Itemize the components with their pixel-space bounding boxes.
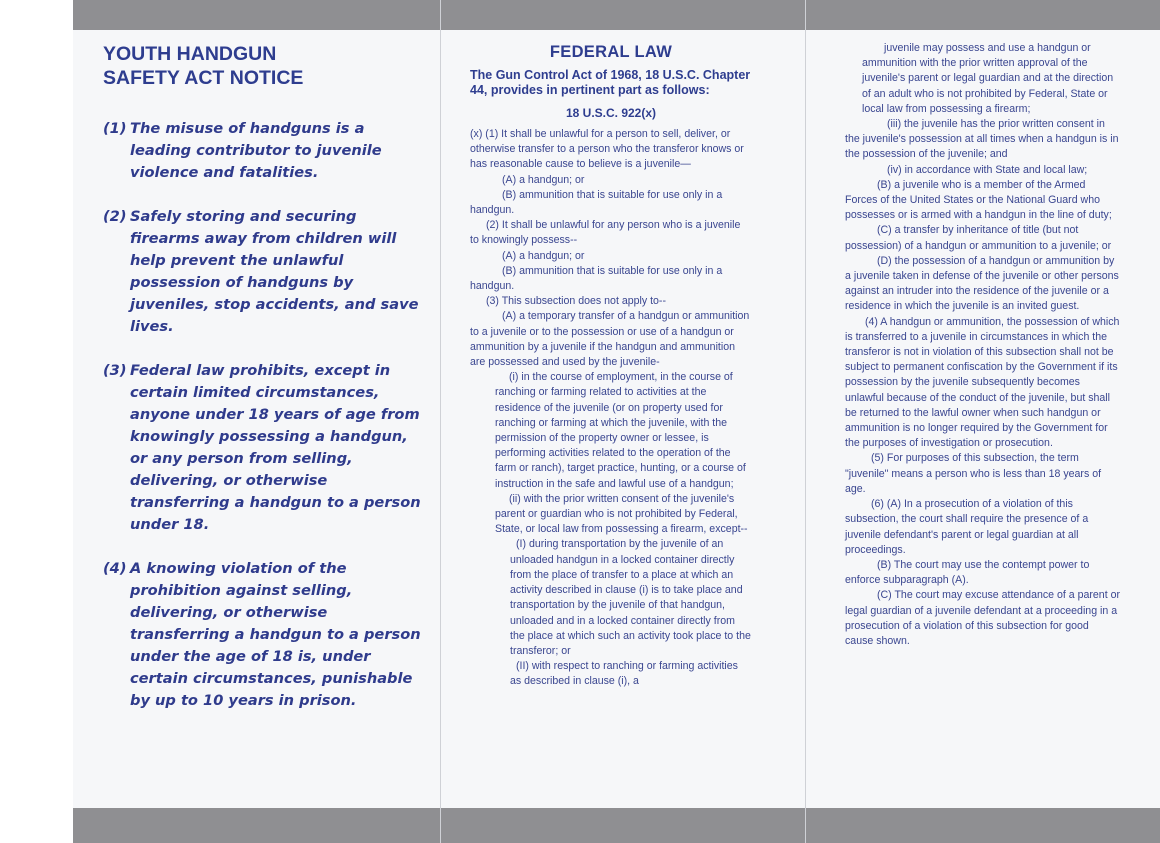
law-paragraph: (2) It shall be unlawful for any person who is a juvenile to knowingly possess-- — [470, 219, 741, 247]
fold-line-left — [440, 0, 441, 843]
law-paragraph: (iii) the juvenile has the prior written consent in the juvenile's possession at all times when a handgun is in the possession of the juvenile; and — [845, 118, 1119, 161]
law-paragraph: (6) (A) In a prosecution of a violation of this subsection, the court shall require the presence of a juvenile defendant's parent or legal guardian at all proceedings. — [845, 498, 1089, 556]
statute-citation: 18 U.S.C. 922(x) — [565, 106, 657, 120]
notice-title-line-2: SAFETY ACT NOTICE — [103, 67, 304, 89]
notice-item-text: Safely storing and securing firearms away from children will help prevent the unlawful possession of handguns by juveniles, stop accidents, and save lives. — [130, 208, 419, 335]
law-paragraph: (3) This subsection does not apply to-- — [486, 295, 666, 308]
law-paragraph: (A) a temporary transfer of a handgun or ammunition to a juvenile or to the possession or use of a handgun or ammunition by a juvenile if the handgun and ammunition are possessed and used by the juvenile- — [470, 310, 750, 369]
law-paragraph: (A) a handgun; or — [502, 173, 585, 186]
notice-title-line-1: YOUTH HANDGUN — [103, 43, 277, 65]
law-paragraph: juvenile may possess and use a handgun or ammunition with the prior written approval of the juvenile's parent or legal guardian and at the direction of an adult who is not prohibited by Federal, State or local law from possessing a firearm; — [862, 42, 1114, 115]
notice-title — [103, 42, 423, 90]
statute-text-continued — [845, 41, 1120, 649]
notice-item-number: (4) — [103, 560, 127, 577]
notice-item-number: (1) — [103, 120, 127, 137]
law-paragraph: (x) (1) It shall be unlawful for a person to sell, deliver, or otherwise transfer to a person who the transferor knows or has reasonable cause to believe is a juvenile— — [470, 128, 744, 171]
law-paragraph: (C) The court may excuse attendance of a parent or legal guardian of a juvenile defendant at a proceeding in a prosecution of a violation of this subsection for good cause shown. — [845, 589, 1120, 647]
fold-line-right — [805, 0, 806, 843]
statute-text — [470, 127, 752, 690]
notice-item-number: (2) — [103, 208, 127, 225]
law-paragraph: (i) in the course of employment, in the course of ranching or farming related to activities at the residence of the juvenile (or on property used for ranching or farming at which the juvenile, with the permission of the property owner or lessee, is performing activities related to the operation of the farm or ranch), target practice, hunting, or a course of instruction in the safe and lawful use of a handgun; — [495, 371, 746, 490]
notice-item — [103, 558, 423, 712]
law-paragraph: (II) with respect to ranching or farming activities as described in clause (i), a — [510, 660, 738, 688]
notice-item-text: The misuse of handguns is a leading contributor to juvenile violence and fatalities. — [130, 120, 382, 181]
law-paragraph: (4) A handgun or ammunition, the possession of which is transferred to a juvenile in circumstances in which the transferor is not in violation of this subsection shall not be subject to permanent confiscation by the Government if its possession by the juvenile subsequently becomes unlawful because of the conduct of the juvenile, but shall be returned to the lawful owner when such handgun or ammunition is no longer required by the Government for the purposes of investigation or prosecution. — [845, 315, 1120, 450]
federal-law-intro: The Gun Control Act of 1968, 18 U.S.C. Chapter 44, provides in pertinent part as follows: — [470, 68, 751, 97]
top-gray-band — [73, 0, 1160, 30]
law-paragraph: (5) For purposes of this subsection, the term "juvenile" means a person who is less than 18 years of age. — [845, 452, 1102, 495]
notice-item — [103, 206, 423, 338]
federal-law-title: FEDERAL LAW — [549, 43, 673, 61]
law-paragraph: (C) a transfer by inheritance of title (but not possession) of a handgun or ammunition to a juvenile; or — [845, 224, 1112, 252]
federal-law-panel — [470, 42, 752, 690]
law-paragraph: (iv) in accordance with State and local law; — [887, 163, 1088, 176]
bottom-gray-band — [73, 808, 1160, 843]
notice-item — [103, 118, 423, 184]
notice-panel — [103, 42, 423, 734]
law-paragraph: (B) The court may use the contempt power to enforce subparagraph (A). — [845, 558, 1090, 587]
law-paragraph: (B) ammunition that is suitable for use only in a handgun. — [470, 188, 723, 217]
law-paragraph: (B) ammunition that is suitable for use only in a handgun. — [470, 264, 723, 293]
notice-item-text: A knowing violation of the prohibition against selling, delivering, or otherwise transferring a handgun to a person under the age of 18 is, under certain circumstances, punishable by up to 10 years in prison. — [130, 560, 421, 709]
notice-item-text: Federal law prohibits, except in certain limited circumstances, anyone under 18 years of age from knowingly possessing a handgun, or any person from selling, delivering, or otherwise transferring a handgun to a person under 18. — [130, 362, 421, 533]
law-paragraph: (I) during transportation by the juvenile of an unloaded handgun in a locked container directly from the place of transfer to a place at which an activity described in clause (i) is to take place and transportation by the juvenile of that handgun, unloaded and in a locked container directly from the place at which such an activity took place to the transferor; or — [510, 538, 751, 657]
notice-list — [103, 118, 423, 712]
law-paragraph: (D) the possession of a handgun or ammunition by a juvenile taken in defense of the juvenile or other persons against an intruder into the residence of the juvenile or a residence in which the juvenile is an invited guest. — [845, 254, 1119, 313]
law-paragraph: (A) a handgun; or — [502, 249, 585, 262]
federal-law-continued-panel — [845, 41, 1120, 649]
law-paragraph: (ii) with the prior written consent of the juvenile's parent or guardian who is not prohibited by Federal, State, or local law from possessing a firearm, except-- — [495, 492, 748, 536]
notice-item-number: (3) — [103, 362, 127, 379]
law-paragraph: (B) a juvenile who is a member of the Armed Forces of the United States or the National Guard who possesses or is armed with a handgun in the line of duty; — [845, 178, 1112, 222]
notice-item — [103, 360, 423, 536]
